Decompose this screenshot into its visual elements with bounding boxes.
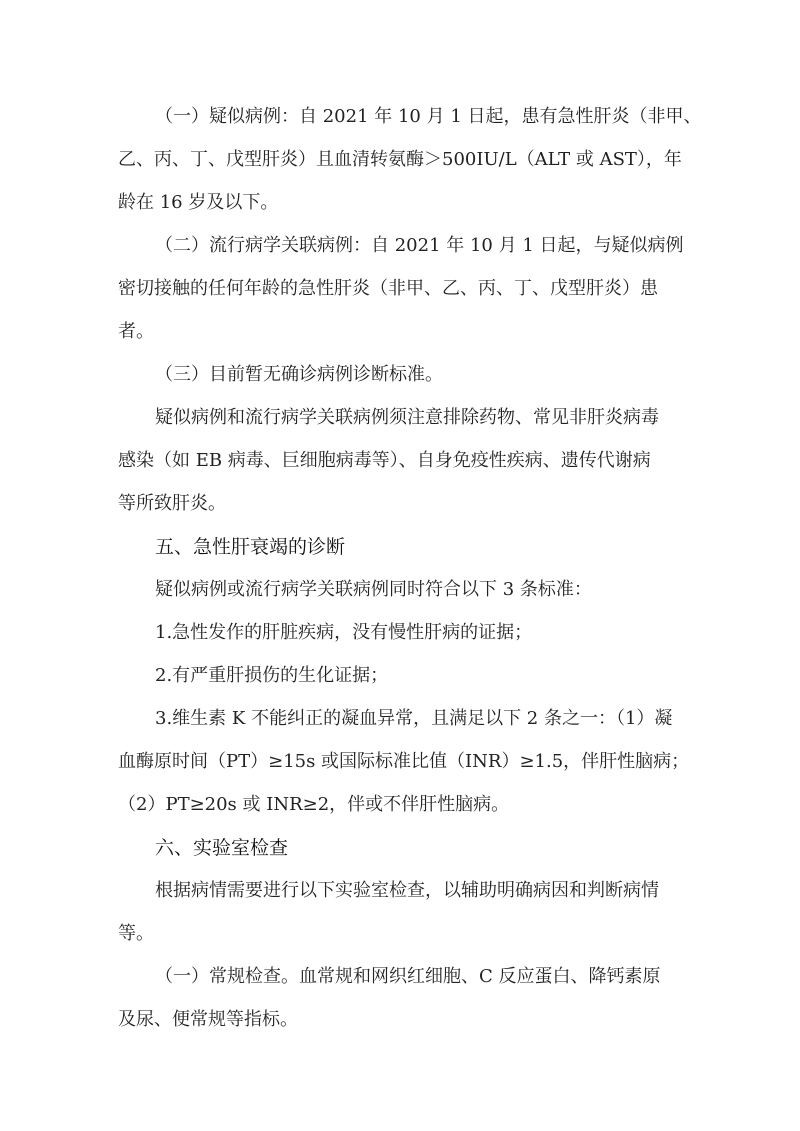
text-line: 疑似病例或流行病学关联病例同时符合以下 3 条标准： bbox=[155, 579, 592, 600]
text-line: 乙、丙、丁、戊型肝炎）且血清转氨酶＞500IU/L（ALT 或 AST），年 bbox=[118, 149, 682, 170]
text-line: 密切接触的任何年龄的急性肝炎（非甲、乙、丙、丁、戊型肝炎）患 bbox=[118, 278, 658, 299]
text-line: 及尿、便常规等指标。 bbox=[118, 1009, 298, 1030]
text-line: （一）疑似病例：自 2021 年 10 月 1 日起，患有急性肝炎（非甲、 bbox=[155, 106, 702, 127]
text-line: （二）流行病学关联病例：自 2021 年 10 月 1 日起，与疑似病例 bbox=[155, 235, 684, 256]
text-line: 3.维生素 K 不能纠正的凝血异常，且满足以下 2 条之一：（1）凝 bbox=[155, 708, 673, 729]
text-line: 感染（如 EB 病毒、巨细胞病毒等）、自身免疫性疾病、遗传代谢病 bbox=[118, 450, 651, 471]
text-line: 者。 bbox=[118, 321, 154, 342]
text-line: （三）目前暂无确诊病例诊断标准。 bbox=[155, 364, 443, 385]
text-line: 1.急性发作的肝脏疾病，没有慢性肝病的证据； bbox=[155, 622, 533, 643]
text-line: 根据病情需要进行以下实验室检查，以辅助明确病因和判断病情 bbox=[155, 880, 659, 901]
text-line: （一）常规检查。血常规和网织红细胞、C 反应蛋白、降钙素原 bbox=[155, 966, 661, 987]
text-line: 龄在 16 岁及以下。 bbox=[118, 192, 279, 213]
text-line: 等所致肝炎。 bbox=[118, 493, 226, 514]
section-heading: 五、急性肝衰竭的诊断 bbox=[155, 536, 346, 558]
section-heading: 六、实验室检查 bbox=[155, 837, 289, 859]
text-line: （2）PT≥20s 或 INR≥2，伴或不伴肝性脑病。 bbox=[118, 794, 510, 815]
text-line: 2.有严重肝损伤的生化证据； bbox=[155, 665, 389, 686]
text-line: 疑似病例和流行病学关联病例须注意排除药物、常见非肝炎病毒 bbox=[155, 407, 659, 428]
text-line: 血酶原时间（PT）≥15s 或国际标准比值（INR）≥1.5，伴肝性脑病； bbox=[118, 751, 690, 772]
text-line: 等。 bbox=[118, 923, 154, 944]
